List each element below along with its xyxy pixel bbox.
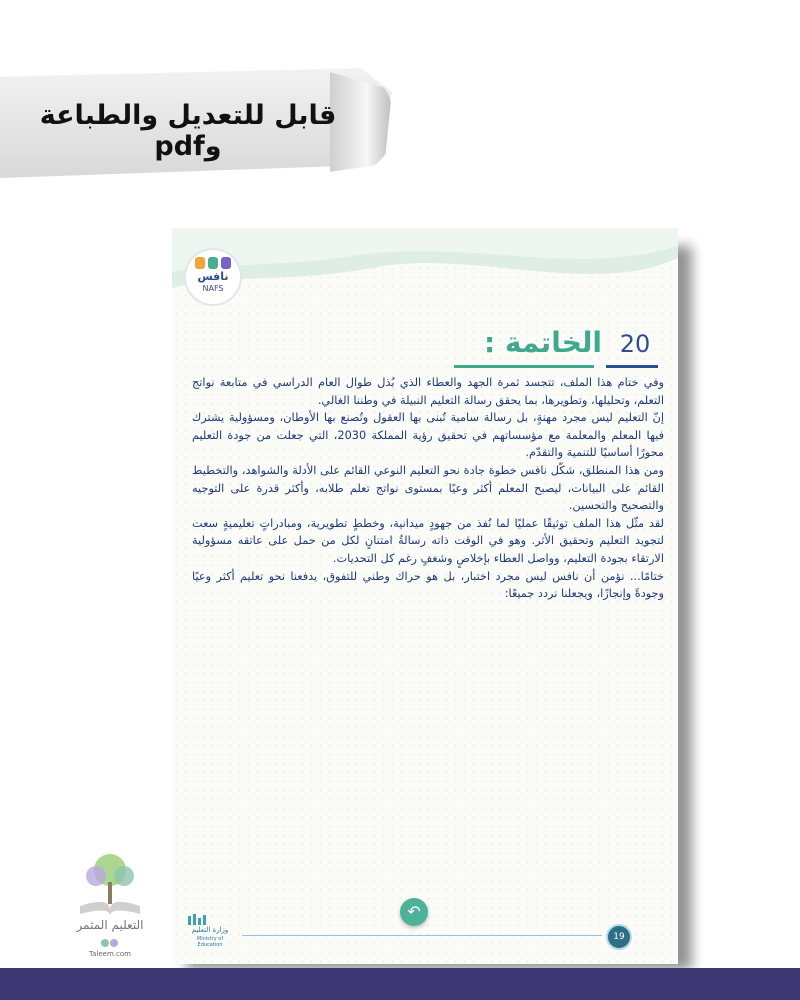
- ministry-name-arabic: وزارة التعليم: [191, 926, 229, 934]
- section-number: 20: [619, 330, 651, 358]
- ministry-name-english: Ministry of Education: [196, 936, 224, 948]
- nafs-logo: [184, 248, 242, 306]
- section-heading: [454, 326, 664, 366]
- taleem-watermark: [62, 852, 158, 964]
- watermark-dots-icon: [100, 938, 120, 948]
- conclusion-text: [192, 374, 664, 603]
- watermark-name: التعليم المثمر: [76, 918, 144, 932]
- paragraph: ومن هذا المنطلق، شكّل نافس خطوة جادة نحو التعليم النوعي القائم على الأدلة والشواهد، والتخطيط القائم على البيانات، ليصبح المعلم أكثر وعيًا بمستوى نواتج تعلم طلابه، وأكثر قدرة على التوجيه والتصحيح والتحسين.: [192, 463, 664, 513]
- paragraph: وفي ختام هذا الملف، تتجسد ثمرة الجهد والعطاء الذي بُذل طوال العام الدراسي في متابعة نواتج التعلم، وتحليلها، وتطويرها، بما يحقق رسالة التعليم النبيلة في وطننا الغالي.: [192, 376, 664, 407]
- watermark-site: Taleem.com: [89, 950, 131, 958]
- section-title-underline: [454, 365, 594, 368]
- ministry-logo: [184, 912, 236, 948]
- paragraph: ختامًا... نؤمن أن نافس ليس مجرد اختبار، بل هو حراك وطني للتفوق، يدفعنا نحو تعليم أكثر وعيًا وجودةً وإنجازًا، ويجعلنا نردد جميعًا:: [192, 569, 664, 601]
- bottom-bar: [0, 968, 800, 1000]
- banner-text: قابل للتعديل والطباعة وpdf: [39, 100, 337, 162]
- tree-book-icon: [62, 852, 158, 918]
- back-button[interactable]: [400, 898, 428, 926]
- nafs-logo-arabic: نافس: [197, 270, 229, 283]
- section-number-underline: [606, 365, 658, 368]
- nafs-logo-english: NAFS: [202, 284, 224, 293]
- nafs-logo-icon: [194, 256, 232, 270]
- paragraph: لقد مثّل هذا الملف توثيقًا عمليًا لما نُفذ من جهودٍ ميدانية، وخططٍ تطويرية، ومبادراتٍ تعليميةٍ سعت لتجويد التعليم وتحقيق الأثر. وهو في الوقت ذاته رسالةُ امتنانٍ لكل من حمل على عاتقه مسؤولية الارتقاء بجودة التعليم، وواصل العطاء بإخلاصٍ وشغفٍ رغم كل التحديات.: [192, 516, 664, 565]
- return-arrow-icon: ↶: [407, 902, 421, 921]
- paragraph: إنّ التعليم ليس مجرد مهنةٍ، بل رسالة سامية تُبنى بها العقول وتُصنع بها الأوطان، ومسؤولية يشترك فيها المعلم والمعلمة مع مؤسساتهم في تحقيق رؤية المملكة 2030، التي جعلت من جودة التعليم محورًا أساسيًا للتنمية والتقدّم.: [192, 411, 664, 460]
- document-page: [172, 228, 678, 964]
- section-title: الخاتمة :: [483, 326, 602, 359]
- page-number: 19: [606, 924, 632, 950]
- footer-divider: [242, 935, 602, 936]
- page-top-wave: [172, 228, 678, 318]
- ministry-logo-icon: [184, 913, 236, 927]
